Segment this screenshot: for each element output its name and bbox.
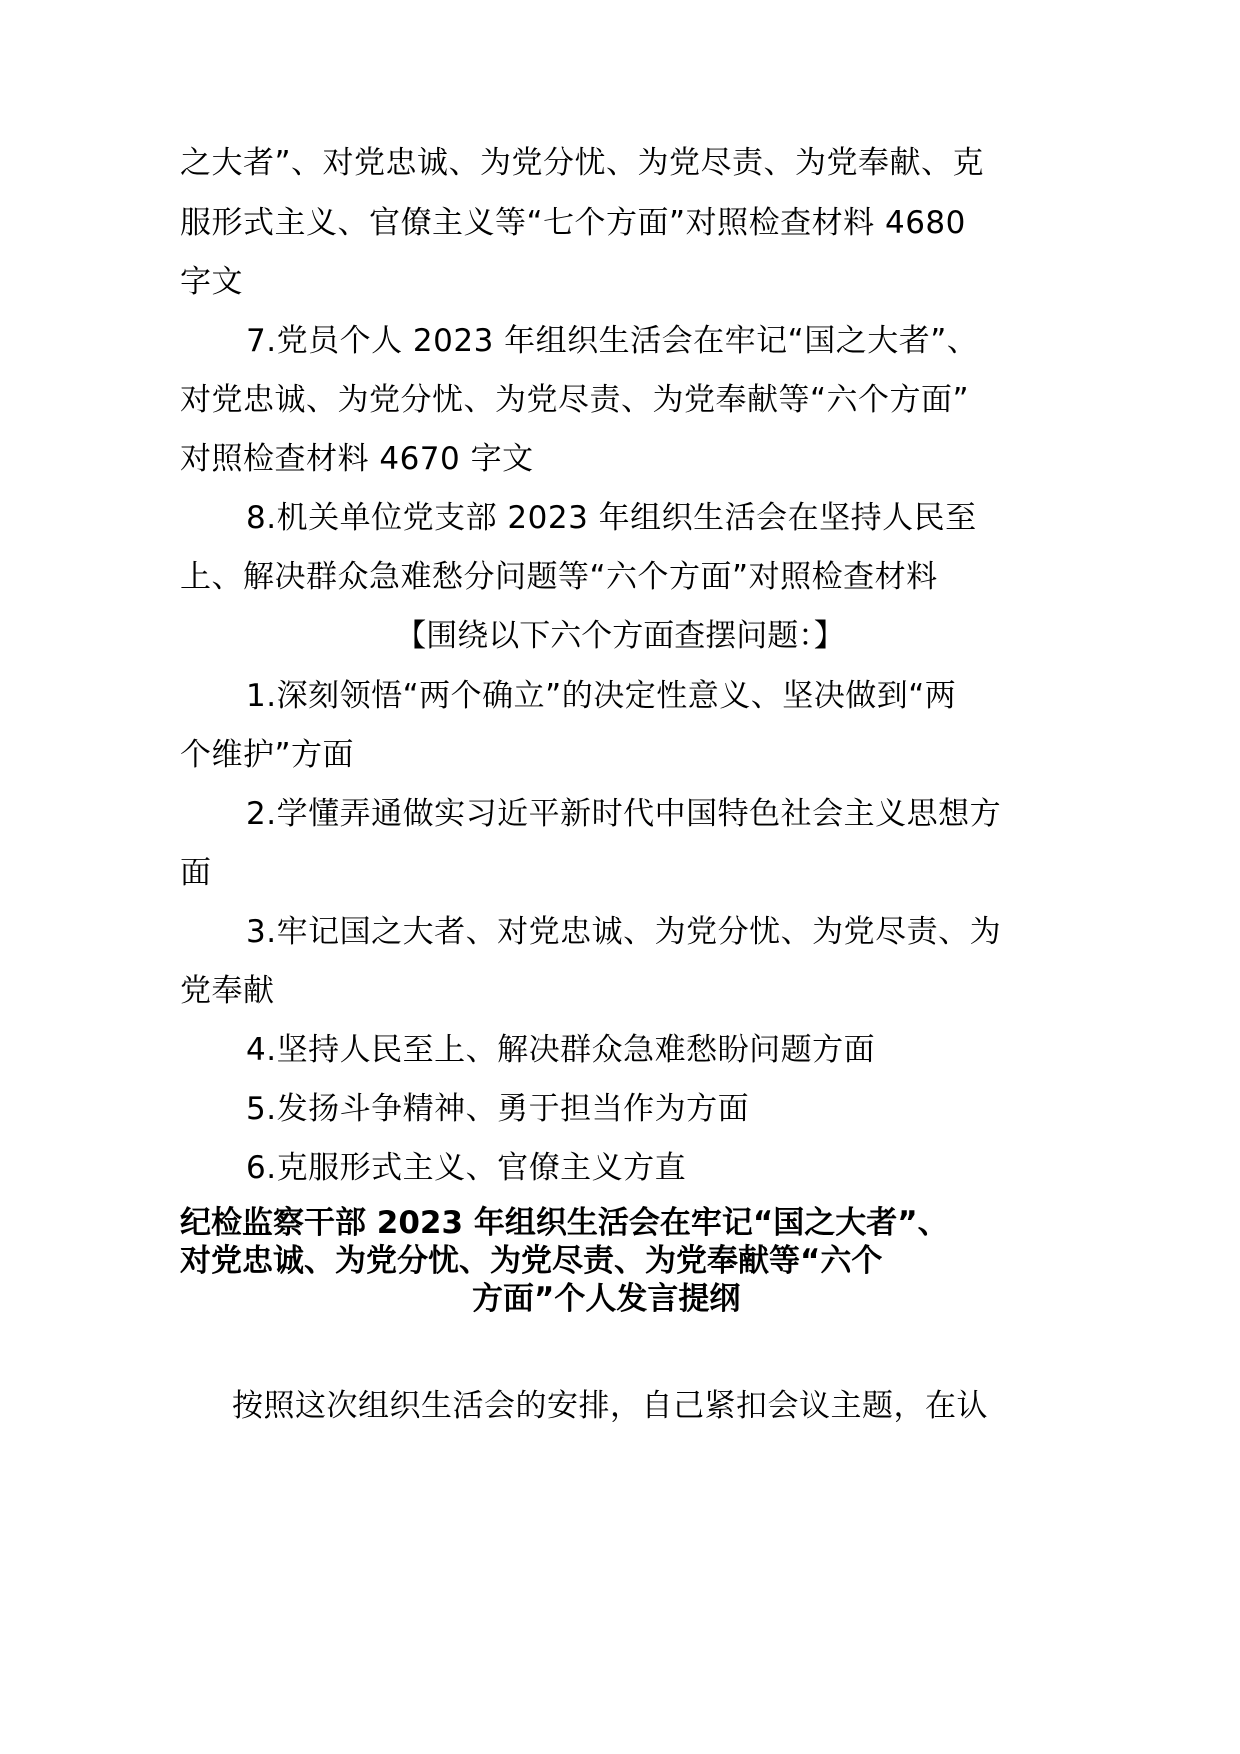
text-line: 字文 <box>180 264 243 300</box>
aspect-item-5: 5.发扬斗争精神、勇于担当作为方面 <box>246 1091 750 1127</box>
text-line: 上、解决群众急难愁分问题等“六个方面”对照检查材料 <box>180 559 938 595</box>
aspect-item-1: 1.深刻领悟“两个确立”的决定性意义、坚决做到“两 <box>246 678 957 714</box>
text-line: 之大者”、对党忠诚、为党分忧、为党尽责、为党奉献、克 <box>180 145 985 181</box>
text-line: 个维护”方面 <box>180 737 355 773</box>
aspect-item-4: 4.坚持人民至上、解决群众急难愁盼问题方面 <box>246 1032 876 1068</box>
list-item-8: 8.机关单位党支部 2023 年组织生活会在坚持人民至 <box>246 500 977 536</box>
text-line: 服形式主义、官僚主义等“七个方面”对照检查材料 4680 <box>180 205 966 241</box>
body-paragraph: 按照这次组织生活会的安排，自己紧扣会议主题，在认 <box>232 1388 988 1424</box>
text-line: 面 <box>180 855 212 891</box>
list-item-7: 7.党员个人 2023 年组织生活会在牢记“国之大者”、 <box>246 323 979 359</box>
document-title-line-3: 方面”个人发言提纲 <box>472 1281 741 1317</box>
section-heading: 【围绕以下六个方面查摆问题：】 <box>395 618 845 654</box>
text-line: 党奉献 <box>180 973 275 1009</box>
aspect-item-2: 2.学懂弄通做实习近平新时代中国特色社会主义思想方 <box>246 796 1002 832</box>
text-line: 对党忠诚、为党分忧、为党尽责、为党奉献等“六个方面” <box>180 382 970 418</box>
document-title-line-1: 纪检监察干部 2023 年组织生活会在牢记“国之大者”、 <box>180 1205 949 1241</box>
text-line: 对照检查材料 4670 字文 <box>180 441 534 477</box>
aspect-item-3: 3.牢记国之大者、对党忠诚、为党分忧、为党尽责、为 <box>246 914 1002 950</box>
document-title-line-2: 对党忠诚、为党分忧、为党尽责、为党奉献等“六个 <box>180 1243 883 1279</box>
aspect-item-6: 6.克服形式主义、官僚主义方直 <box>246 1150 687 1186</box>
